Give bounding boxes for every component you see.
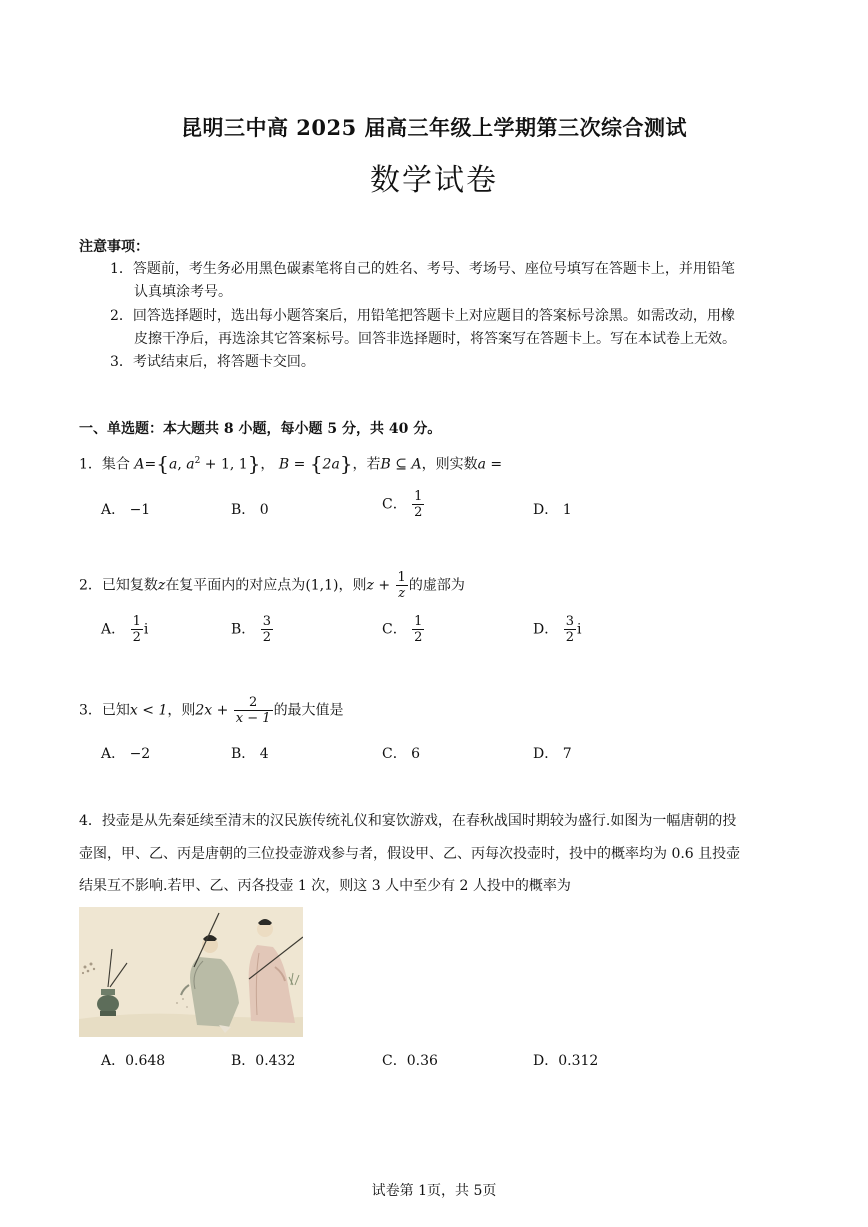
option-label: C． xyxy=(382,621,407,638)
fraction-numerator: 2 xyxy=(234,695,273,711)
option-value: 0.36 xyxy=(406,1053,438,1069)
notice-item-text: 答题前，考生务必用黑色碳素笔将自己的姓名、考号、考场号、座位号填写在答题卡上，并用铅笔 xyxy=(132,261,735,277)
q1-subset-symbol: ⊆ xyxy=(390,456,412,473)
question-number: 4． xyxy=(79,813,102,829)
notice-item-text: 回答选择题时，选出每小题答案后，用铅笔把答题卡上对应题目的答案标号涂黑。如需改动，用橡 xyxy=(132,308,735,324)
q2-text: 在复平面内的对应点为 xyxy=(165,577,306,594)
question-4-stem-line2: 壶图，甲、乙、丙是唐朝的三位投壶游戏参与者，假设甲、乙、丙每次投壶时，投中的概率均为 0.6 且投壶 xyxy=(79,846,741,862)
question-number: 1． xyxy=(79,456,102,473)
option-value: 0 xyxy=(259,502,269,518)
question-3-stem xyxy=(79,695,344,726)
option-value: −2 xyxy=(129,746,151,762)
notice-item-number: 1． xyxy=(110,261,133,277)
option-label: A． xyxy=(101,502,126,518)
q1-brace-open: { xyxy=(309,451,323,476)
q1-option-d[interactable] xyxy=(533,499,572,519)
fraction xyxy=(234,695,273,726)
notice-item-2-cont: 皮擦干净后，再选涂其它答案标号。回答非选择题时，将答案写在答题卡上。写在本试卷上无效。 xyxy=(134,331,736,347)
q2-var-z: z xyxy=(157,577,166,594)
q1-exponent: 2 xyxy=(194,456,201,466)
q1-brace-close: } xyxy=(339,451,353,476)
q1-ask-text: ，则实数 xyxy=(421,456,478,473)
fraction xyxy=(412,614,424,645)
page-footer: 试卷第 1页，共 5页 xyxy=(371,1183,497,1199)
option-label: B． xyxy=(231,1053,256,1069)
q1-comma: , xyxy=(177,456,187,473)
q2-text: 已知复数 xyxy=(101,577,158,594)
question-4-stem-line1 xyxy=(79,811,736,831)
q2-plus: + xyxy=(373,577,395,594)
fraction xyxy=(396,570,408,601)
option-label: A． xyxy=(101,746,126,762)
q2-option-b[interactable] xyxy=(231,614,274,645)
notice-heading: 注意事项： xyxy=(79,239,149,255)
fraction-numerator: 1 xyxy=(414,489,423,504)
q1-set-b-name: B xyxy=(278,456,290,473)
fraction-numerator: 1 xyxy=(132,614,141,629)
notice-item-number: 2． xyxy=(110,308,133,324)
q2-point: (1,1) xyxy=(305,577,339,594)
question-number: 2． xyxy=(79,577,102,594)
q1-brace-open: { xyxy=(156,451,169,476)
option-label: B． xyxy=(231,621,256,638)
option-suffix: i xyxy=(143,621,149,638)
fraction xyxy=(412,489,424,520)
q3-option-a[interactable] xyxy=(101,743,150,763)
q1-option-c[interactable] xyxy=(382,489,425,520)
q1-set-a-name: A xyxy=(134,456,145,473)
option-suffix: i xyxy=(576,621,582,638)
q3-text: 已知 xyxy=(101,702,130,719)
q1-eq: = xyxy=(144,456,157,473)
q1-var: a xyxy=(477,456,486,473)
painting-svg xyxy=(79,907,303,1037)
exam-title: 昆明三中高 2025 届高三年级上学期第三次综合测试 xyxy=(180,115,688,140)
notice-item-1-cont: 认真填涂考号。 xyxy=(134,284,232,300)
fraction-denominator: 2 xyxy=(414,505,423,520)
q2-expr-z: z xyxy=(366,577,374,594)
q3-text: 的最大值是 xyxy=(273,702,344,719)
q4-option-a[interactable] xyxy=(101,1050,165,1070)
option-label: A． xyxy=(101,621,126,638)
option-label: C． xyxy=(382,1053,407,1069)
question-4-stem-line3: 结果互不影响.若甲、乙、丙各投壶 1 次，则这 3 人中至少有 2 人投中的概率为 xyxy=(79,878,571,894)
section-heading: 一、单选题：本大题共 8 小题，每小题 5 分，共 40 分。 xyxy=(79,421,442,437)
fraction xyxy=(261,614,273,645)
q1-end: = xyxy=(485,456,503,473)
option-label: D． xyxy=(533,746,559,762)
q1-cond-b: B xyxy=(380,456,391,473)
q1-element: a xyxy=(168,456,178,473)
option-label: D． xyxy=(533,502,559,518)
option-value: 0.312 xyxy=(558,1053,599,1069)
notice-item-number: 3． xyxy=(110,354,133,370)
fraction-denominator: 2 xyxy=(565,630,574,645)
fraction xyxy=(131,614,143,645)
q1-element: a xyxy=(186,456,195,473)
fraction-denominator: z xyxy=(398,586,406,601)
q2-option-a[interactable] xyxy=(101,614,148,645)
option-value: 7 xyxy=(562,746,572,762)
question-2-stem xyxy=(79,570,465,601)
question-number: 3． xyxy=(79,702,102,719)
q4-option-c[interactable] xyxy=(382,1050,438,1070)
notice-item-1 xyxy=(110,259,735,279)
option-value: 6 xyxy=(411,746,421,762)
q1-comma: ， xyxy=(260,456,275,473)
q1-option-a[interactable] xyxy=(101,499,150,519)
notice-item-3 xyxy=(110,352,315,372)
q1-condition-text: ，若 xyxy=(352,456,381,473)
option-label: B． xyxy=(231,502,256,518)
q3-expr: 2x + xyxy=(195,702,233,719)
q1-option-b[interactable] xyxy=(231,499,269,519)
fraction-numerator: 3 xyxy=(262,614,272,629)
q4-option-d[interactable] xyxy=(533,1050,598,1070)
notice-item-text: 考试结束后，将答题卡交回。 xyxy=(132,354,315,370)
question-1-stem xyxy=(79,451,502,475)
fraction xyxy=(564,614,576,645)
q1-eq: = xyxy=(289,456,310,473)
fraction-denominator: 2 xyxy=(132,630,141,645)
q2-text: ，则 xyxy=(338,577,367,594)
fraction-denominator: 2 xyxy=(414,630,423,645)
option-value: 4 xyxy=(259,746,269,762)
q3-text: ，则 xyxy=(167,702,196,719)
option-label: B． xyxy=(231,746,256,762)
q2-option-d[interactable] xyxy=(533,614,581,645)
option-value: 0.432 xyxy=(255,1053,296,1069)
fraction-numerator: 1 xyxy=(414,614,423,629)
q2-option-c[interactable] xyxy=(382,614,425,645)
option-label: D． xyxy=(533,621,559,638)
fraction-denominator: 2 xyxy=(262,630,272,645)
option-value: −1 xyxy=(129,502,151,518)
option-label: D． xyxy=(533,1053,559,1069)
fraction-numerator: 3 xyxy=(565,614,574,629)
option-label: C． xyxy=(382,746,407,762)
notice-item-2 xyxy=(110,306,735,326)
q3-option-d[interactable] xyxy=(533,743,572,763)
q3-condition: x < 1 xyxy=(129,702,168,719)
q1-brace-close: } xyxy=(247,451,261,476)
q1-text: 集合 xyxy=(101,456,130,473)
touhu-painting xyxy=(79,907,303,1037)
q1-element: 2a xyxy=(322,456,340,473)
q2-text: 的虚部为 xyxy=(408,577,465,594)
fraction-denominator: x − 1 xyxy=(235,711,271,726)
fraction-numerator: 1 xyxy=(397,570,406,585)
q1-cond-a: A xyxy=(411,456,422,473)
option-label: A． xyxy=(101,1053,126,1069)
option-value: 0.648 xyxy=(125,1053,166,1069)
q4-option-b[interactable] xyxy=(231,1050,295,1070)
option-label: C． xyxy=(382,496,407,513)
q1-element-rest: + 1, 1 xyxy=(200,456,248,473)
q3-option-c[interactable] xyxy=(382,743,420,763)
exam-subtitle: 数学试卷 xyxy=(370,163,498,198)
q4-text: 投壶是从先秦延续至清末的汉民族传统礼仪和宴饮游戏，在春秋战国时期较为盛行.如图为一幅唐朝的投 xyxy=(101,813,737,829)
option-value: 1 xyxy=(562,502,572,518)
q3-option-b[interactable] xyxy=(231,743,269,763)
